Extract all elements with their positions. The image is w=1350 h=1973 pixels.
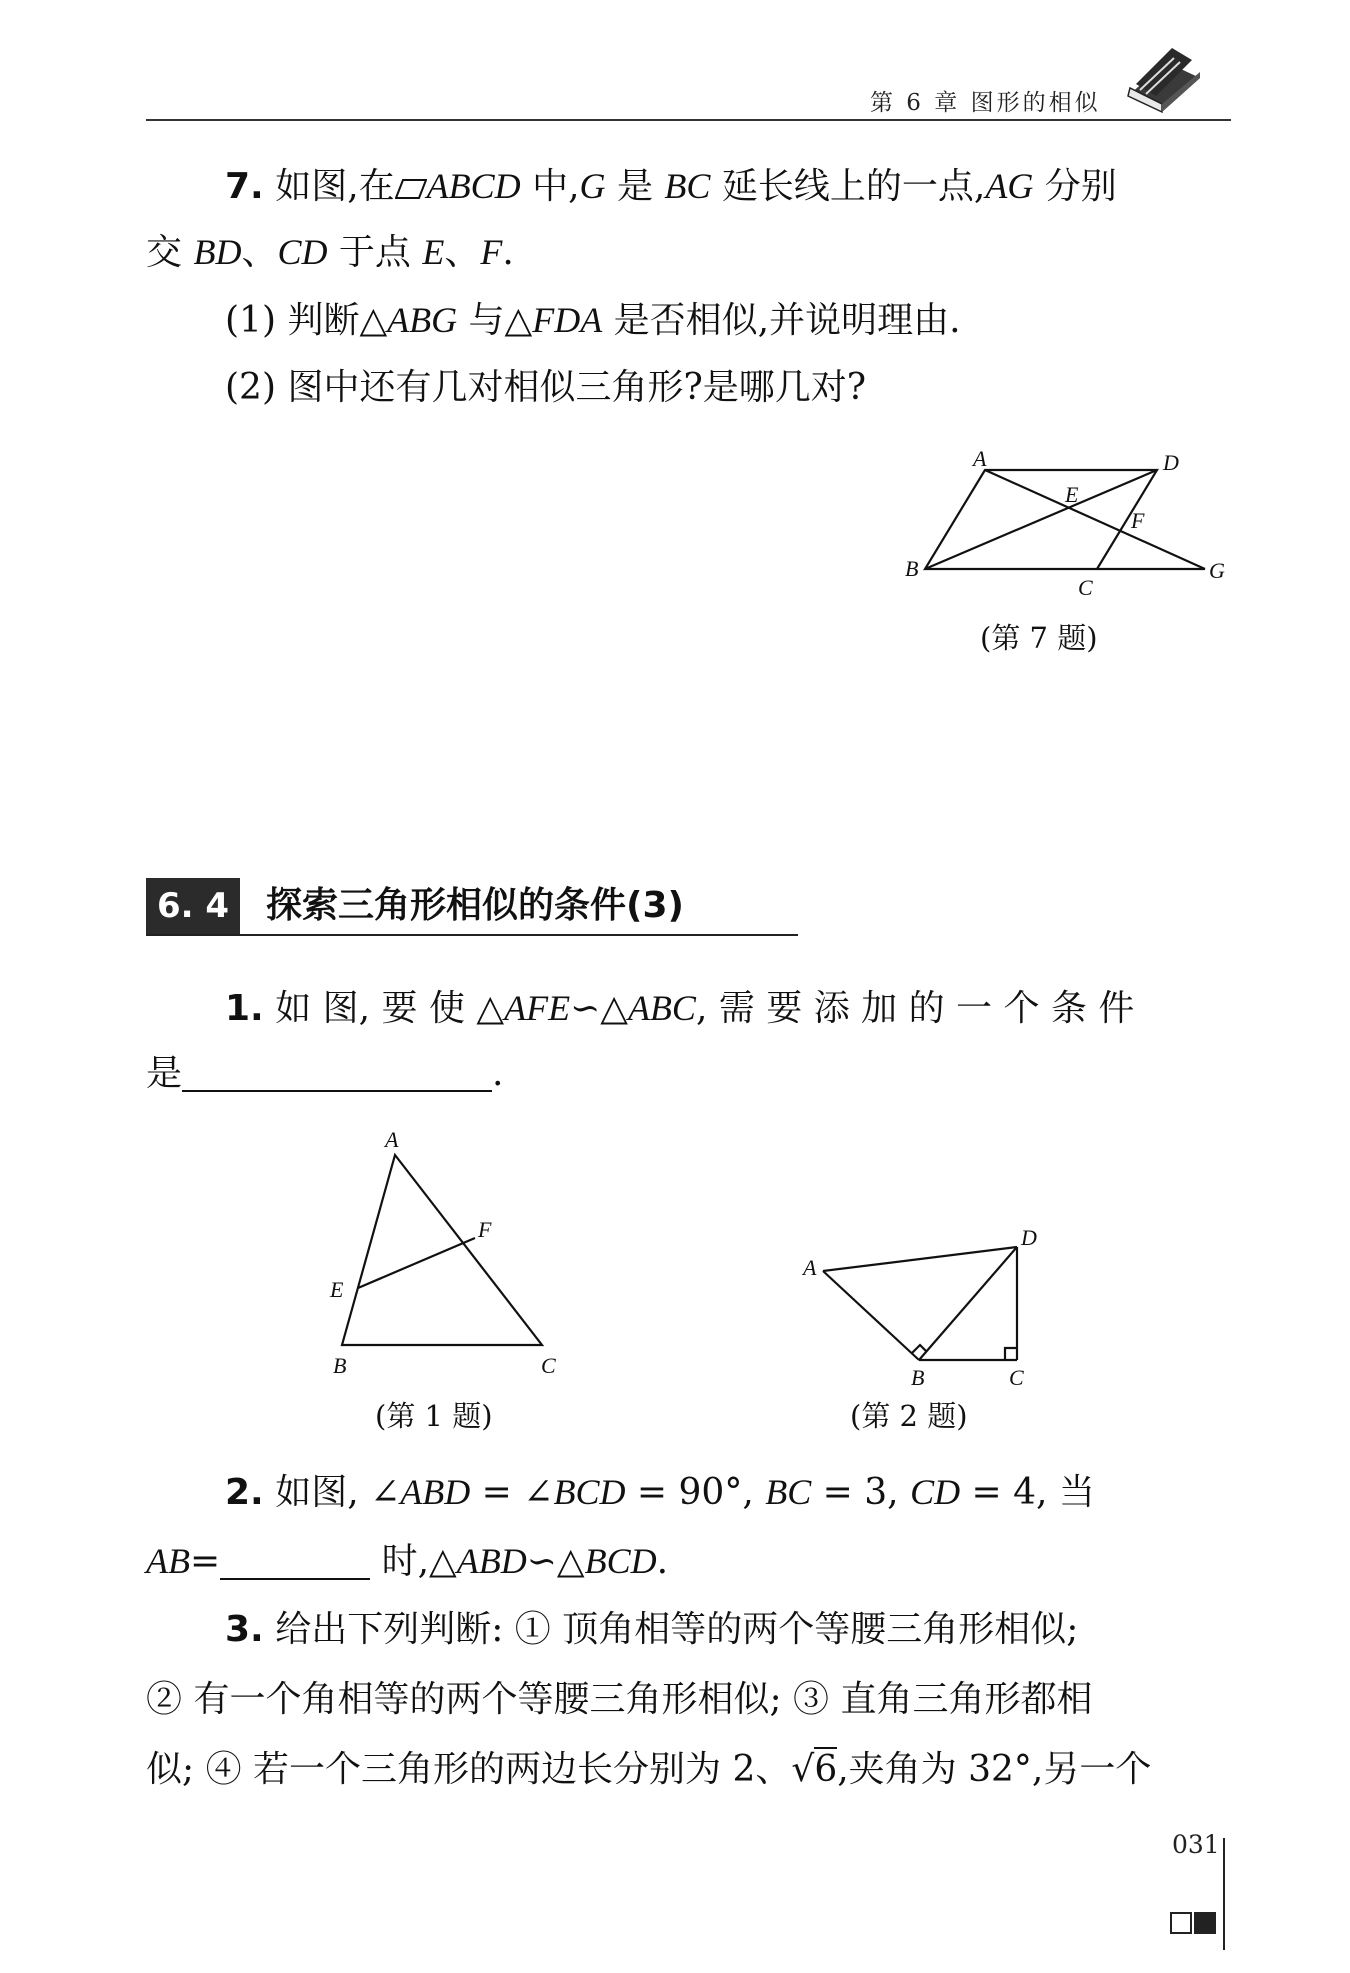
label-g: G — [1209, 558, 1225, 583]
q1-math: ABC — [627, 988, 696, 1028]
q2-text: = — [189, 1541, 221, 1582]
segment-ab — [823, 1271, 919, 1360]
sqrt-symbol: √ — [791, 1749, 815, 1790]
q7-text: 、 — [241, 232, 278, 273]
q7-text: 分别 — [1033, 166, 1117, 207]
page-number: 031 — [1172, 1830, 1220, 1859]
q1-line-1 — [225, 990, 1134, 1027]
label-b: B — [905, 556, 919, 581]
q1-math: AFE — [504, 988, 571, 1028]
q7-text: 、 — [444, 232, 481, 273]
label-a: A — [385, 1127, 399, 1152]
triangle-abc — [342, 1155, 542, 1345]
sqrt-radicand: 6 — [814, 1749, 838, 1790]
q7-line-2 — [146, 234, 514, 271]
q2-line-1 — [225, 1474, 1095, 1511]
right-angle-c — [1005, 1348, 1017, 1360]
q1-text: . — [492, 1053, 504, 1094]
q1-number: 1. — [225, 988, 264, 1029]
q7-math: BC — [664, 166, 711, 206]
q7-number: 7. — [225, 166, 264, 207]
q7-text: 交 — [146, 232, 194, 273]
q2-answer-blank[interactable] — [220, 1548, 370, 1580]
figure-q1 — [320, 1125, 590, 1380]
q7-text: 与△ — [457, 300, 533, 341]
label-c: C — [1078, 575, 1093, 600]
q1-line-2 — [146, 1053, 504, 1094]
q7-math: FDA — [532, 300, 603, 340]
figure-q7 — [895, 440, 1240, 600]
q7-math: ABCD — [426, 166, 521, 206]
q7-text: 延长线上的一点, — [710, 166, 986, 207]
label-c: C — [1009, 1365, 1024, 1390]
line-ag — [985, 470, 1205, 569]
q7-math: ABG — [387, 300, 458, 340]
q2-text: = 3, — [811, 1472, 911, 1513]
q7-sub-2: (2) 图中还有几对相似三角形?是哪几对? — [225, 367, 867, 408]
q2-line-2 — [146, 1543, 668, 1580]
q2-text: = 90°, — [625, 1472, 766, 1513]
q2-math: ABD — [456, 1541, 527, 1581]
q2-text: = ∠ — [470, 1472, 554, 1513]
label-f: F — [1131, 508, 1145, 533]
q7-text: 中, — [520, 166, 580, 207]
label-f: F — [478, 1217, 492, 1242]
q3-line-3 — [146, 1749, 1152, 1790]
q1-text: , 需 要 添 加 的 一 个 条 件 — [695, 988, 1135, 1029]
q7-text: 是 — [605, 166, 665, 207]
q7-text: 如图,在 — [275, 166, 395, 207]
segment-ef — [358, 1238, 475, 1288]
label-a: A — [803, 1255, 817, 1280]
diagonal-bd — [925, 470, 1157, 569]
q3-line-2: ② 有一个角相等的两个等腰三角形相似; ③ 直角三角形都相 — [146, 1679, 1093, 1720]
q1-text: ∽ — [570, 988, 601, 1029]
q1-text: △ — [600, 988, 628, 1029]
filled-square-icon — [1194, 1912, 1216, 1934]
section-title: 探索三角形相似的条件(3) — [266, 885, 684, 926]
q2-text: . — [656, 1541, 669, 1582]
figure-q2 — [795, 1225, 1065, 1390]
segment-ad — [823, 1247, 1017, 1271]
q2-number: 2. — [225, 1472, 264, 1513]
q2-text: ∽△ — [526, 1541, 585, 1582]
q1-answer-blank[interactable] — [182, 1060, 492, 1092]
q1-text: 如 图, 要 使 △ — [275, 988, 505, 1029]
label-b: B — [911, 1365, 925, 1390]
q7-math: F — [480, 232, 503, 272]
caption-q2: (第 2 题) — [850, 1399, 968, 1433]
q3-text: 似; ④ 若一个三角形的两边长分别为 2、 — [146, 1749, 792, 1790]
caption-q7: (第 7 题) — [980, 621, 1098, 655]
label-a: A — [973, 446, 987, 471]
q2-text: = 4, 当 — [960, 1472, 1095, 1513]
q7-math: CD — [277, 232, 328, 272]
caption-q1: (第 1 题) — [375, 1399, 493, 1433]
label-b: B — [333, 1353, 347, 1378]
q1-text: 是 — [146, 1053, 183, 1094]
open-square-icon — [1170, 1912, 1192, 1934]
q3-line-1 — [225, 1609, 1079, 1650]
section-rule — [146, 934, 798, 936]
footer-rule — [1223, 1838, 1225, 1950]
q3-number: 3. — [225, 1609, 264, 1650]
q7-sub-1 — [225, 302, 961, 339]
q2-math: CD — [910, 1472, 961, 1512]
parallelogram-icon — [395, 171, 427, 193]
q2-text: 时,△ — [370, 1541, 457, 1582]
q3-text: ,夹角为 32°,另一个 — [837, 1749, 1152, 1790]
q7-line-1 — [225, 168, 1117, 205]
running-head: 第 6 章 图形的相似 — [870, 90, 1101, 116]
q2-text: 如图, ∠ — [275, 1472, 401, 1513]
q2-math: BCD — [553, 1472, 626, 1512]
q7-math: E — [422, 232, 445, 272]
q2-math: AB — [146, 1541, 190, 1581]
q7-text: 是否相似,并说明理由. — [602, 300, 961, 341]
q7-math: AG — [985, 166, 1034, 206]
q2-math: BCD — [584, 1541, 657, 1581]
q7-text: . — [502, 232, 514, 273]
label-e: E — [1065, 482, 1079, 507]
label-c: C — [541, 1353, 556, 1378]
header-rule — [146, 119, 1231, 121]
section-number: 6. 4 — [146, 878, 240, 934]
label-d: D — [1163, 450, 1179, 475]
label-e: E — [330, 1277, 344, 1302]
label-d: D — [1021, 1225, 1037, 1250]
q7-text: 于点 — [327, 232, 423, 273]
q3-text: 给出下列判断: ① 顶角相等的两个等腰三角形相似; — [275, 1609, 1079, 1650]
q7-math: G — [579, 166, 606, 206]
book-icon — [1122, 38, 1202, 114]
q7-math: BD — [193, 232, 242, 272]
q7-text: (1) 判断△ — [225, 300, 388, 341]
q2-math: BC — [765, 1472, 812, 1512]
q2-math: ABD — [400, 1472, 471, 1512]
segment-bd — [919, 1247, 1017, 1360]
